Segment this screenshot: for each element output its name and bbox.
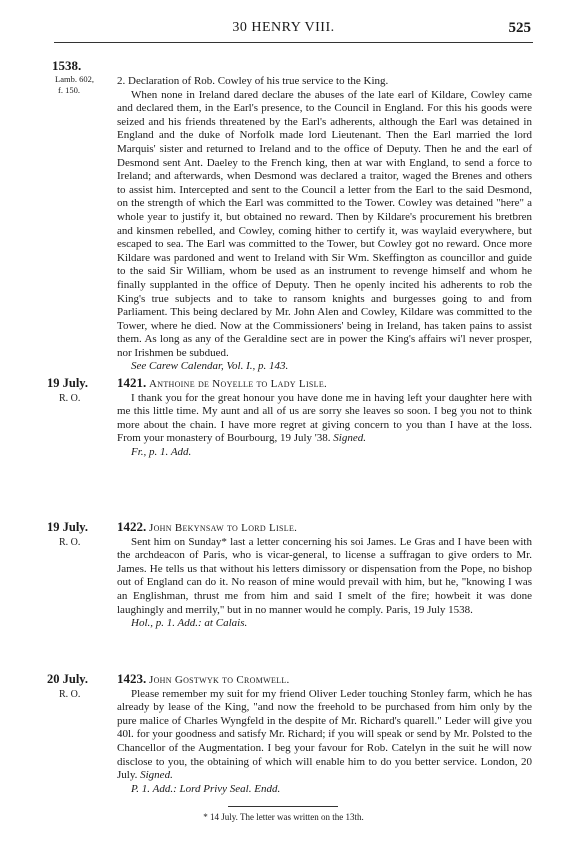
entry-date: 20 July. xyxy=(47,672,88,686)
entry-number: 1422. xyxy=(117,519,147,534)
entry-1422 xyxy=(117,520,532,631)
entry-body-text: Please remember my suit for my friend Oliver Leder touching Stonley farm, which he has already by lease of the King, "and now the freehold to be purchased from him only by the pure malice of Charles Wyngfeld in the despite of Mr. Richard's quarell." Leder will give you 40l. for your goodness and satisfy Mr. Richard; if you will speak or send by Mr. Polsted to the Chancellor of the Augmentation. I beg your favour for Rob. Catelyn in the suit he will now disclose to you, the obtaining of which will enable him to do you better service. London, 20 July. xyxy=(117,687,532,782)
entry-see-reference: See Carew Calendar, Vol. I., p. 143. xyxy=(131,360,289,373)
margin-reference xyxy=(55,74,94,96)
entry-date: 19 July. xyxy=(47,376,88,390)
margin-ref-line1: Lamb. 602, xyxy=(55,74,94,84)
entry-signed: Signed. xyxy=(333,432,366,445)
header-rule xyxy=(54,42,533,43)
footnote-rule xyxy=(228,806,338,807)
margin-year: 1538. xyxy=(52,58,82,73)
footnote: * 14 July. The letter was written on the 13th. xyxy=(203,812,364,822)
entry-body-text: I thank you for the great honour you have done me in having left your daughter here with me this little time. My aunt and all of us are sorry she leaves so soon. I beg you not to think more about the chain. I have more regret at giving concern to you than I have at the loss. From your monastery of Bourbourg, 19 July '38. xyxy=(117,391,532,445)
entry-title: John Gostwyk to Cromwell. xyxy=(149,674,290,686)
entry-body: Sent him on Sunday* last a letter concerning his soi James. Le Gras and I have been with the archdeacon of Paris, who is vicar-general, to license a suffragan to give orders to Mr. James. He tells us that without his letters dimissory or dispensation from the Pope, no bishop out of England can do it. No reason of mine would prevail with him, but he, "knowing I was an Englishman, thrust me from him and said I smelt of the fire; howbeit it was done laughingly and merrily," but in no manner would he comply. Paris, 19 July 1538. xyxy=(117,535,532,616)
running-title: 30 HENRY VIII. xyxy=(232,20,335,35)
entry-1421 xyxy=(117,376,532,460)
entry-body: When none in Ireland dared declare the abuses of the late earl of Kildare, Cowley came and declared them, in the Earl's presence, to the Council in England. For this his goods were seized and his friends threatened by the Earl's adherents, although the Earl was detained in England and the duke of Norfolk made lord Lieutenant. Then the Earl married the lord Marquis' sister and returned to Ireland and to the office of Deputy. Then he and the earl of Desmond sent Ant. Daeley to the French king, then at war with England, to send a force to Ireland; and afterwards, when Desmond was declared a traitor, waged the Brenes and others to assist him. Intercepted and sent to the Council a letter from the Earl to the said Desmond, on the strength of which the Earl was committed to the Tower. Cowley was detained "here" a whole year to justify it, but obtained no reward. Then by Kildare's procurement his bretbren and kinsmen rebelled, and Cowley, coming hither to certify it, was waylaid everywhere, but escaped to sea. The Earl was committed to the Tower, but Cowley got no reward. Once more Kildare was pardoned and went to Ireland with Sir Wm. Skeffington as councillor and guide to the said Sir William, whom be used as an instrument to revenge himself and whom he finally supplanted in the office of Deputy. Then he openly incited his adherents to rob the King's true subjects and to take to ransom knights and burgesses going to and from Parliament. This being declared by Mr. John Alen and Cowley, Kildare was committed to the Tower, where he died. Now at the Commissioners' being in Ireland, has taken pains to assist them. As long as any of the Geraldine sect are in power the King's affairs wi'l never prosper, nor Irishmen be subdued. xyxy=(117,88,532,359)
entry-1423 xyxy=(117,672,532,796)
entry-date: 19 July. xyxy=(47,520,88,534)
entry-title-line xyxy=(117,376,532,392)
margin-ref-line2: f. 150. xyxy=(58,85,80,95)
entry-title: Anthoine de Noyelle to Lady Lisle. xyxy=(149,378,328,390)
entry-note: P. 1. Add.: Lord Privy Seal. Endd. xyxy=(131,782,281,795)
entry-title: John Bekynsaw to Lord Lisle. xyxy=(149,522,298,534)
entry-source: R. O. xyxy=(59,537,81,548)
entry-continuation xyxy=(117,75,532,374)
entry-title-line xyxy=(117,520,532,536)
entry-signed: Signed. xyxy=(140,769,173,782)
entry-title-line xyxy=(117,672,532,688)
entry-note: Fr., p. 1. Add. xyxy=(131,445,192,458)
entry-body xyxy=(117,392,532,446)
entry-number: 1421. xyxy=(117,375,147,390)
page-number: 525 xyxy=(508,20,531,36)
entry-source: R. O. xyxy=(59,393,81,404)
page-header xyxy=(0,20,567,42)
entry-number: 1423. xyxy=(117,671,147,686)
entry-source: R. O. xyxy=(59,689,81,700)
entry-note: Hol., p. 1. Add.: at Calais. xyxy=(131,617,248,630)
entry-body xyxy=(117,688,532,783)
entry-heading: 2. Declaration of Rob. Cowley of his true service to the King. xyxy=(117,75,389,87)
